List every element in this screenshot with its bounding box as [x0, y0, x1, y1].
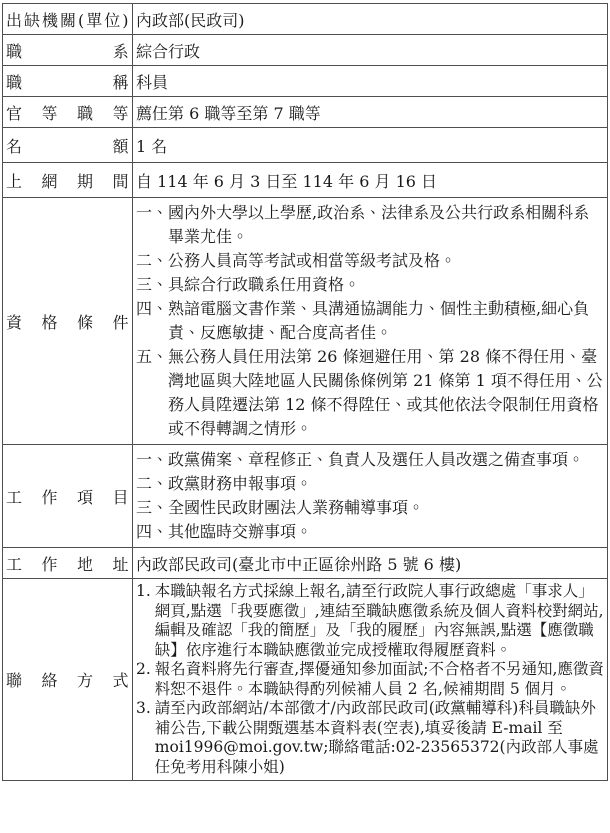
item-marker: 四、: [136, 299, 169, 318]
list-item: [136, 448, 604, 472]
item-marker: 五、: [136, 347, 169, 366]
list-item: [136, 472, 604, 496]
item-marker: 二、: [136, 474, 169, 493]
row-rank-value: 薦任第 6 職等至第 7 職等: [133, 97, 608, 128]
list-item: [136, 273, 604, 297]
row-period: [3, 163, 608, 198]
list-item: [136, 699, 604, 777]
item-text: 報名資料將先行審查,擇優通知參加面試;不合格者不另通知,應徵資料恕不退件。本職缺得酌列候補人員 2 名,候補期間 5 個月。: [154, 660, 604, 698]
row-series-label: 職系: [3, 35, 133, 66]
row-duties: [3, 445, 608, 548]
list-item: [136, 297, 604, 345]
item-marker: 四、: [136, 522, 169, 541]
item-marker: 1.: [136, 582, 151, 600]
row-title-label: 職稱: [3, 66, 133, 97]
item-text: 其他臨時交辦事項。: [168, 522, 313, 541]
item-marker: 三、: [136, 275, 169, 294]
row-contact: [3, 579, 608, 781]
job-vacancy-table: [2, 3, 608, 781]
row-agency-value: 內政部(民政司): [133, 4, 608, 35]
row-duties-value: [133, 445, 608, 548]
list-item: [136, 201, 604, 249]
item-text: 本職缺報名方式採線上報名,請至行政院人事行政總處「事求人」網頁,點選「我要應徵」,連結至職缺應徵系統及個人資料校對網站,編輯及確認「我的簡歷」及「我的履歷」內容無誤,點選【應徵職缺】依序進行本職缺應徵並完成授權取得履歷資料。: [154, 582, 604, 659]
list-item: [136, 660, 604, 699]
row-qualifications-value: [133, 198, 608, 445]
item-text: 政黨備案、章程修正、負責人及選任人員改選之備查事項。: [168, 450, 585, 469]
row-period-value: 自 114 年 6 月 3 日至 114 年 6 月 16 日: [133, 163, 608, 198]
row-address-label: 工作地址: [3, 548, 133, 579]
row-title: [3, 66, 608, 97]
item-text: 政黨財務申報事項。: [168, 474, 313, 493]
row-rank: [3, 97, 608, 128]
item-text: 請至內政部網站/本部徵才/內政部民政司(政黨輔導科)科員職缺外補公告,下載公開甄選基本資料表(空表),填妥後請 E-mail 至 moi1996@moi.gov.tw;聯絡電話:02-23565372(內政部人事處任免考用科陳小姐): [154, 699, 599, 776]
item-marker: 一、: [136, 450, 169, 469]
row-contact-value: [133, 579, 608, 781]
row-agency-label: 出缺機關(單位): [3, 4, 133, 35]
row-address: [3, 548, 608, 579]
row-quota-value: 1 名: [133, 128, 608, 163]
item-text: 公務人員高等考試或相當等級考試及格。: [168, 251, 457, 270]
item-text: 熟諳電腦文書作業、具溝通協調能力、個性主動積極,細心負責、反應敏捷、配合度高者佳。: [168, 299, 590, 342]
row-agency: [3, 4, 608, 35]
row-period-label: 上網期間: [3, 163, 133, 198]
list-item: [136, 582, 604, 660]
row-quota: [3, 128, 608, 163]
row-rank-label: 官等職等: [3, 97, 133, 128]
list-item: [136, 520, 604, 544]
item-marker: 3.: [136, 699, 151, 717]
row-series-value: 綜合行政: [133, 35, 608, 66]
row-series: [3, 35, 608, 66]
list-item: [136, 496, 604, 520]
item-text: 國內外大學以上學歷,政治系、法律系及公共行政系相關科系畢業尤佳。: [168, 203, 590, 246]
item-marker: 二、: [136, 251, 169, 270]
row-qualifications-label: 資格條件: [3, 198, 133, 445]
row-title-value: 科員: [133, 66, 608, 97]
item-text: 具綜合行政職系任用資格。: [168, 275, 361, 294]
item-marker: 三、: [136, 498, 169, 517]
row-qualifications: [3, 198, 608, 445]
item-marker: 一、: [136, 203, 169, 222]
item-text: 全國性民政財團法人業務輔導事項。: [168, 498, 425, 517]
list-item: [136, 345, 604, 441]
item-marker: 2.: [136, 660, 151, 678]
item-text: 無公務人員任用法第 26 條迴避任用、第 28 條不得任用、臺灣地區與大陸地區人民關係條例第 21 條第 1 項不得任用、公務人員陞遷法第 12 條不得陞任、或其他依法令限制任用資格或不得轉調之情形。: [168, 347, 603, 438]
row-quota-label: 名額: [3, 128, 133, 163]
row-contact-label: 聯絡方式: [3, 579, 133, 781]
row-duties-label: 工作項目: [3, 445, 133, 548]
list-item: [136, 249, 604, 273]
row-address-value: 內政部民政司(臺北市中正區徐州路 5 號 6 樓): [133, 548, 608, 579]
